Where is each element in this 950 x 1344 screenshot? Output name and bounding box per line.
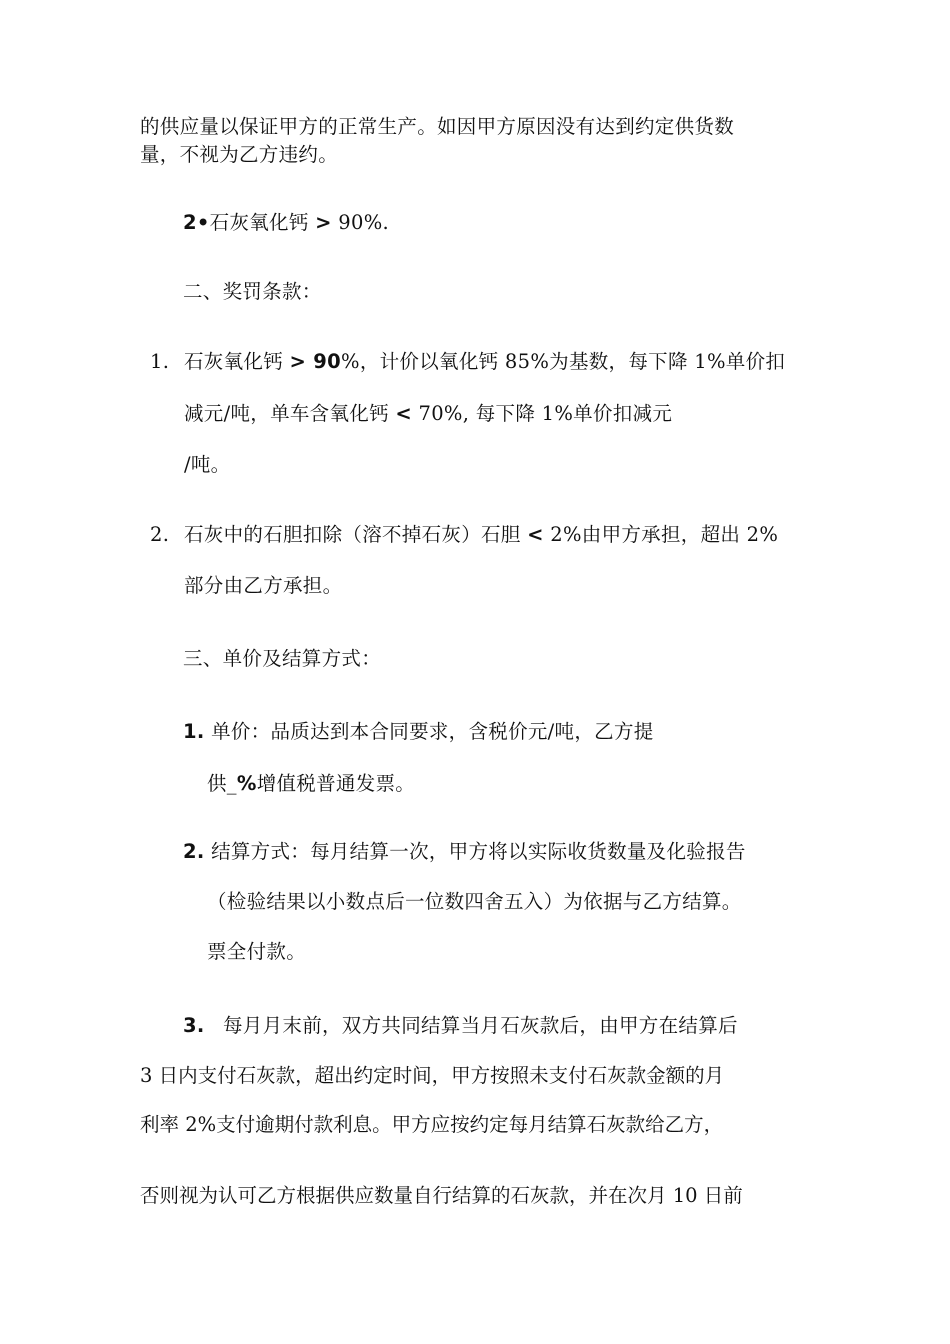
clause-item-2: 2•石灰氧化钙 > 90%. <box>183 211 390 234</box>
paragraph-line: 利率 2%支付逾期付款利息。甲方应按约定每月结算石灰款给乙方， <box>140 1113 724 1136</box>
paragraph-line: 3 日内支付石灰款，超出约定时间，甲方按照未支付石灰款金额的月 <box>140 1064 725 1087</box>
settlement-item-3: 3. 每月月末前，双方共同结算当月石灰款后，由甲方在结算后 <box>183 1014 738 1037</box>
paragraph-line: （检验结果以小数点后一位数四舍五入）为依据与乙方结算。 <box>207 890 742 913</box>
penalty-item-2: 2. 石灰中的石胆扣除（溶不掉石灰）石胆 < 2%由甲方承担，超出 2% <box>150 523 779 546</box>
penalty-item-1: 1. 石灰氧化钙 > 90%，计价以氧化钙 85%为基数，每下降 1%单价扣 <box>150 350 786 373</box>
paragraph-line: 供_%增值税普通发票。 <box>207 772 416 795</box>
paragraph-line: /吨。 <box>184 453 231 476</box>
section-heading: 三、单价及结算方式： <box>183 647 382 670</box>
paragraph-line: 否则视为认可乙方根据供应数量自行结算的石灰款，并在次月 10 日前 <box>140 1184 743 1207</box>
settlement-item-1: 1. 单价：品质达到本合同要求，含税价元/吨，乙方提 <box>183 720 654 743</box>
paragraph-line: 票全付款。 <box>207 940 307 963</box>
paragraph-line: 部分由乙方承担。 <box>184 574 343 597</box>
settlement-item-2: 2. 结算方式：每月结算一次，甲方将以实际收货数量及化验报告 <box>183 840 746 863</box>
paragraph-line: 量，不视为乙方违约。 <box>140 143 339 166</box>
paragraph-line: 的供应量以保证甲方的正常生产。如因甲方原因没有达到约定供货数 <box>140 115 735 138</box>
section-heading: 二、奖罚条款： <box>183 280 322 303</box>
paragraph-line: 减元/吨，单车含氧化钙 < 70%, 每下降 1%单价扣减元 <box>184 402 673 425</box>
